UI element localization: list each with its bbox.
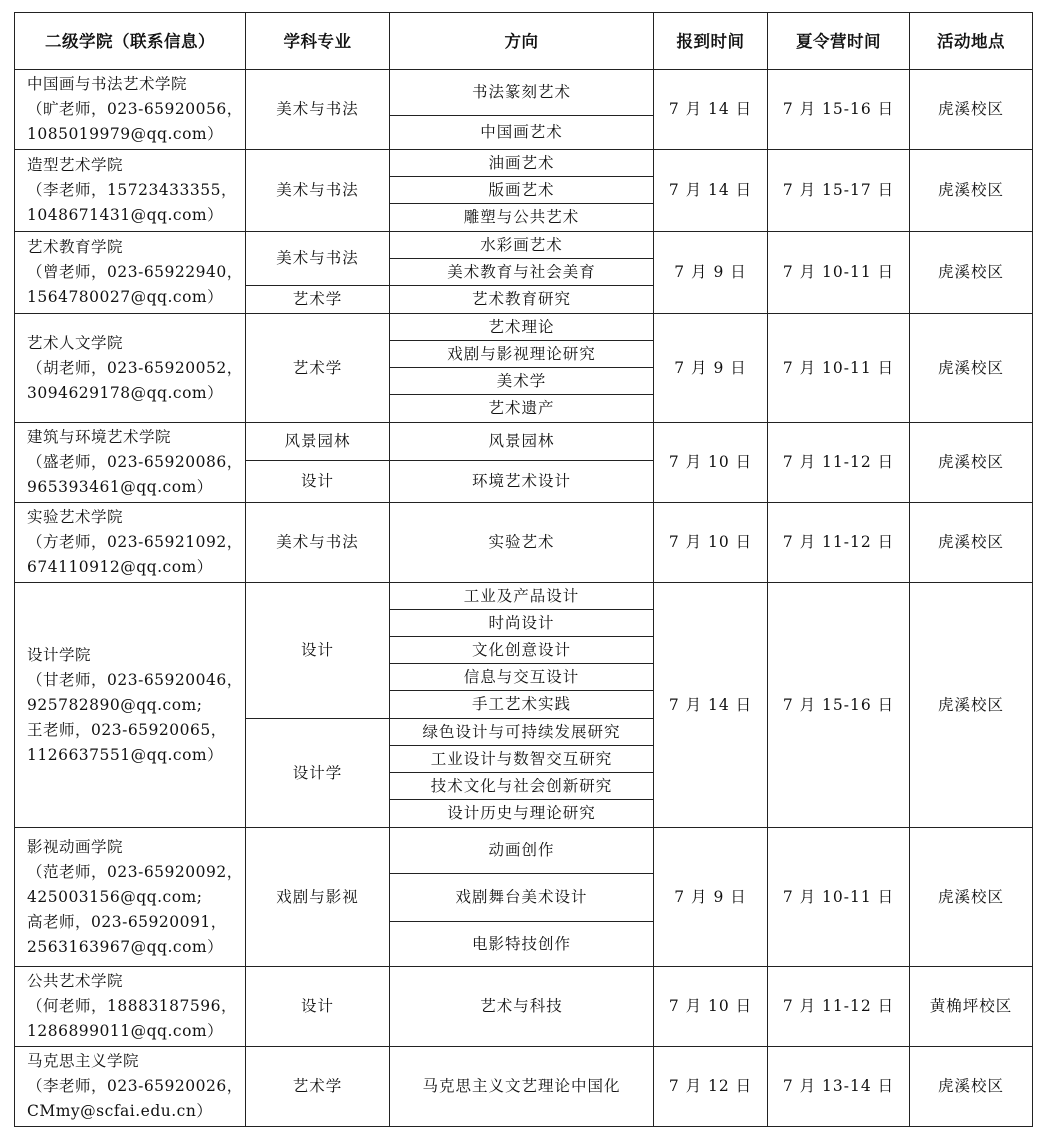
direction-cell: 美术教育与社会美育 bbox=[390, 259, 654, 286]
college-info-line: （李老师，023-65920026， bbox=[27, 1077, 243, 1095]
location-cell: 虎溪校区 bbox=[910, 1047, 1033, 1127]
direction-cell: 文化创意设计 bbox=[390, 637, 654, 664]
direction-cell: 油画艺术 bbox=[390, 150, 654, 177]
college-info-line: （方老师，023-65921092， bbox=[27, 533, 243, 551]
direction-cell: 时尚设计 bbox=[390, 610, 654, 637]
direction-cell: 绿色设计与可持续发展研究 bbox=[390, 719, 654, 746]
college-cell bbox=[15, 828, 246, 967]
college-info-line: 高老师，023-65920091， bbox=[27, 912, 227, 931]
location-cell: 虎溪校区 bbox=[910, 232, 1033, 314]
location-cell: 虎溪校区 bbox=[910, 828, 1033, 967]
direction-cell: 电影特技创作 bbox=[390, 922, 654, 967]
table-row bbox=[15, 232, 1033, 259]
report-time-cell: 7 月 9 日 bbox=[654, 232, 768, 314]
report-time-cell: 7 月 14 日 bbox=[654, 150, 768, 232]
summer-camp-table bbox=[14, 12, 1033, 1127]
major-cell: 设计 bbox=[246, 967, 390, 1047]
location-cell: 虎溪校区 bbox=[910, 150, 1033, 232]
direction-cell: 技术文化与社会创新研究 bbox=[390, 773, 654, 800]
college-cell bbox=[15, 503, 246, 583]
college-info-line: 马克思主义学院 bbox=[27, 1052, 140, 1070]
college-info-line: 设计学院 bbox=[27, 645, 92, 664]
location-cell: 虎溪校区 bbox=[910, 314, 1033, 423]
college-info-line: （甘老师，023-65920046， bbox=[27, 670, 243, 689]
table-row bbox=[15, 150, 1033, 177]
college-info-line: （曾老师，023-65922940， bbox=[27, 263, 243, 281]
college-info-line: 1126637551@qq.com） bbox=[27, 745, 224, 764]
college-info-line: 1286899011@qq.com） bbox=[27, 1022, 224, 1040]
camp-time-cell: 7 月 13-14 日 bbox=[768, 1047, 910, 1127]
camp-time-cell: 7 月 15-16 日 bbox=[768, 583, 910, 828]
location-cell: 虎溪校区 bbox=[910, 583, 1033, 828]
major-cell: 美术与书法 bbox=[246, 232, 390, 286]
major-cell: 设计学 bbox=[246, 719, 390, 828]
direction-cell: 风景园林 bbox=[390, 423, 654, 461]
direction-cell: 雕塑与公共艺术 bbox=[390, 204, 654, 232]
camp-time-cell: 7 月 10-11 日 bbox=[768, 314, 910, 423]
direction-cell: 动画创作 bbox=[390, 828, 654, 874]
college-info-line: 1048671431@qq.com） bbox=[27, 206, 224, 224]
table-row bbox=[15, 314, 1033, 341]
major-cell: 美术与书法 bbox=[246, 150, 390, 232]
table-row bbox=[15, 967, 1033, 1047]
college-info-line: （胡老师，023-65920052， bbox=[27, 358, 243, 377]
report-time-cell: 7 月 10 日 bbox=[654, 967, 768, 1047]
college-info-line: （何老师，18883187596， bbox=[27, 997, 237, 1015]
college-cell bbox=[15, 1047, 246, 1127]
direction-cell: 中国画艺术 bbox=[390, 115, 654, 149]
direction-cell: 艺术教育研究 bbox=[390, 286, 654, 314]
table-row bbox=[15, 423, 1033, 461]
direction-cell: 工业及产品设计 bbox=[390, 583, 654, 610]
table-body bbox=[15, 70, 1033, 1127]
camp-time-cell: 7 月 15-17 日 bbox=[768, 150, 910, 232]
college-info-line: 925782890@qq.com; bbox=[27, 695, 203, 714]
college-info-line: 425003156@qq.com; bbox=[27, 887, 203, 906]
college-info-line: 3094629178@qq.com） bbox=[27, 383, 224, 402]
college-info-line: 1564780027@qq.com） bbox=[27, 288, 224, 306]
college-info-line: 2563163967@qq.com） bbox=[27, 937, 224, 956]
college-info-line: CMmy@scfai.edu.cn） bbox=[27, 1102, 213, 1120]
location-cell: 虎溪校区 bbox=[910, 423, 1033, 503]
direction-cell: 版画艺术 bbox=[390, 177, 654, 204]
header-location: 活动地点 bbox=[910, 13, 1033, 70]
table-row bbox=[15, 70, 1033, 116]
report-time-cell: 7 月 9 日 bbox=[654, 314, 768, 423]
report-time-cell: 7 月 10 日 bbox=[654, 503, 768, 583]
direction-cell: 马克思主义文艺理论中国化 bbox=[390, 1047, 654, 1127]
camp-time-cell: 7 月 11-12 日 bbox=[768, 423, 910, 503]
college-info-line: 公共艺术学院 bbox=[27, 972, 124, 990]
direction-cell: 实验艺术 bbox=[390, 503, 654, 583]
major-cell: 戏剧与影视 bbox=[246, 828, 390, 967]
header-major: 学科专业 bbox=[246, 13, 390, 70]
direction-cell: 美术学 bbox=[390, 368, 654, 395]
report-time-cell: 7 月 10 日 bbox=[654, 423, 768, 503]
direction-cell: 设计历史与理论研究 bbox=[390, 800, 654, 828]
college-info-line: 王老师，023-65920065， bbox=[27, 720, 227, 739]
college-info-line: 1085019979@qq.com） bbox=[27, 125, 224, 143]
college-info-line: （盛老师，023-65920086， bbox=[27, 453, 243, 471]
major-cell: 美术与书法 bbox=[246, 70, 390, 150]
college-cell bbox=[15, 232, 246, 314]
major-cell: 艺术学 bbox=[246, 286, 390, 314]
header-row bbox=[15, 13, 1033, 70]
location-cell: 虎溪校区 bbox=[910, 503, 1033, 583]
major-cell: 设计 bbox=[246, 583, 390, 719]
header-report-time: 报到时间 bbox=[654, 13, 768, 70]
college-info-line: （范老师，023-65920092， bbox=[27, 862, 243, 881]
location-cell: 黄桷坪校区 bbox=[910, 967, 1033, 1047]
camp-time-cell: 7 月 10-11 日 bbox=[768, 232, 910, 314]
direction-cell: 艺术理论 bbox=[390, 314, 654, 341]
college-info-line: 中国画与书法艺术学院 bbox=[27, 75, 188, 93]
college-info-line: 造型艺术学院 bbox=[27, 156, 124, 174]
direction-cell: 环境艺术设计 bbox=[390, 461, 654, 503]
major-cell: 风景园林 bbox=[246, 423, 390, 461]
college-cell bbox=[15, 70, 246, 150]
college-cell bbox=[15, 150, 246, 232]
header-direction: 方向 bbox=[390, 13, 654, 70]
college-info-line: 674110912@qq.com） bbox=[27, 558, 213, 576]
report-time-cell: 7 月 14 日 bbox=[654, 70, 768, 150]
camp-time-cell: 7 月 10-11 日 bbox=[768, 828, 910, 967]
direction-cell: 信息与交互设计 bbox=[390, 664, 654, 691]
table-row bbox=[15, 583, 1033, 610]
major-cell: 设计 bbox=[246, 461, 390, 503]
direction-cell: 水彩画艺术 bbox=[390, 232, 654, 259]
header-camp-time: 夏令营时间 bbox=[768, 13, 910, 70]
college-cell bbox=[15, 314, 246, 423]
report-time-cell: 7 月 9 日 bbox=[654, 828, 768, 967]
major-cell: 艺术学 bbox=[246, 314, 390, 423]
college-info-line: 实验艺术学院 bbox=[27, 508, 124, 526]
direction-cell: 工业设计与数智交互研究 bbox=[390, 746, 654, 773]
college-cell bbox=[15, 967, 246, 1047]
college-info-line: 艺术教育学院 bbox=[27, 238, 124, 256]
table-row bbox=[15, 828, 1033, 874]
major-cell: 美术与书法 bbox=[246, 503, 390, 583]
table-row bbox=[15, 503, 1033, 583]
report-time-cell: 7 月 12 日 bbox=[654, 1047, 768, 1127]
location-cell: 虎溪校区 bbox=[910, 70, 1033, 150]
camp-time-cell: 7 月 11-12 日 bbox=[768, 967, 910, 1047]
college-cell bbox=[15, 583, 246, 828]
direction-cell: 戏剧与影视理论研究 bbox=[390, 341, 654, 368]
college-info-line: （李老师，15723433355， bbox=[27, 181, 237, 199]
direction-cell: 书法篆刻艺术 bbox=[390, 70, 654, 116]
college-info-line: 影视动画学院 bbox=[27, 837, 124, 856]
direction-cell: 艺术与科技 bbox=[390, 967, 654, 1047]
table-row bbox=[15, 1047, 1033, 1127]
direction-cell: 戏剧舞台美术设计 bbox=[390, 874, 654, 922]
college-info-line: 建筑与环境艺术学院 bbox=[27, 428, 172, 446]
college-info-line: （旷老师，023-65920056， bbox=[27, 100, 243, 118]
direction-cell: 手工艺术实践 bbox=[390, 691, 654, 719]
report-time-cell: 7 月 14 日 bbox=[654, 583, 768, 828]
camp-time-cell: 7 月 15-16 日 bbox=[768, 70, 910, 150]
college-info-line: 965393461@qq.com） bbox=[27, 478, 213, 496]
camp-time-cell: 7 月 11-12 日 bbox=[768, 503, 910, 583]
major-cell: 艺术学 bbox=[246, 1047, 390, 1127]
header-college: 二级学院（联系信息） bbox=[15, 13, 246, 70]
college-info-line: 艺术人文学院 bbox=[27, 333, 124, 352]
college-cell bbox=[15, 423, 246, 503]
direction-cell: 艺术遗产 bbox=[390, 395, 654, 423]
